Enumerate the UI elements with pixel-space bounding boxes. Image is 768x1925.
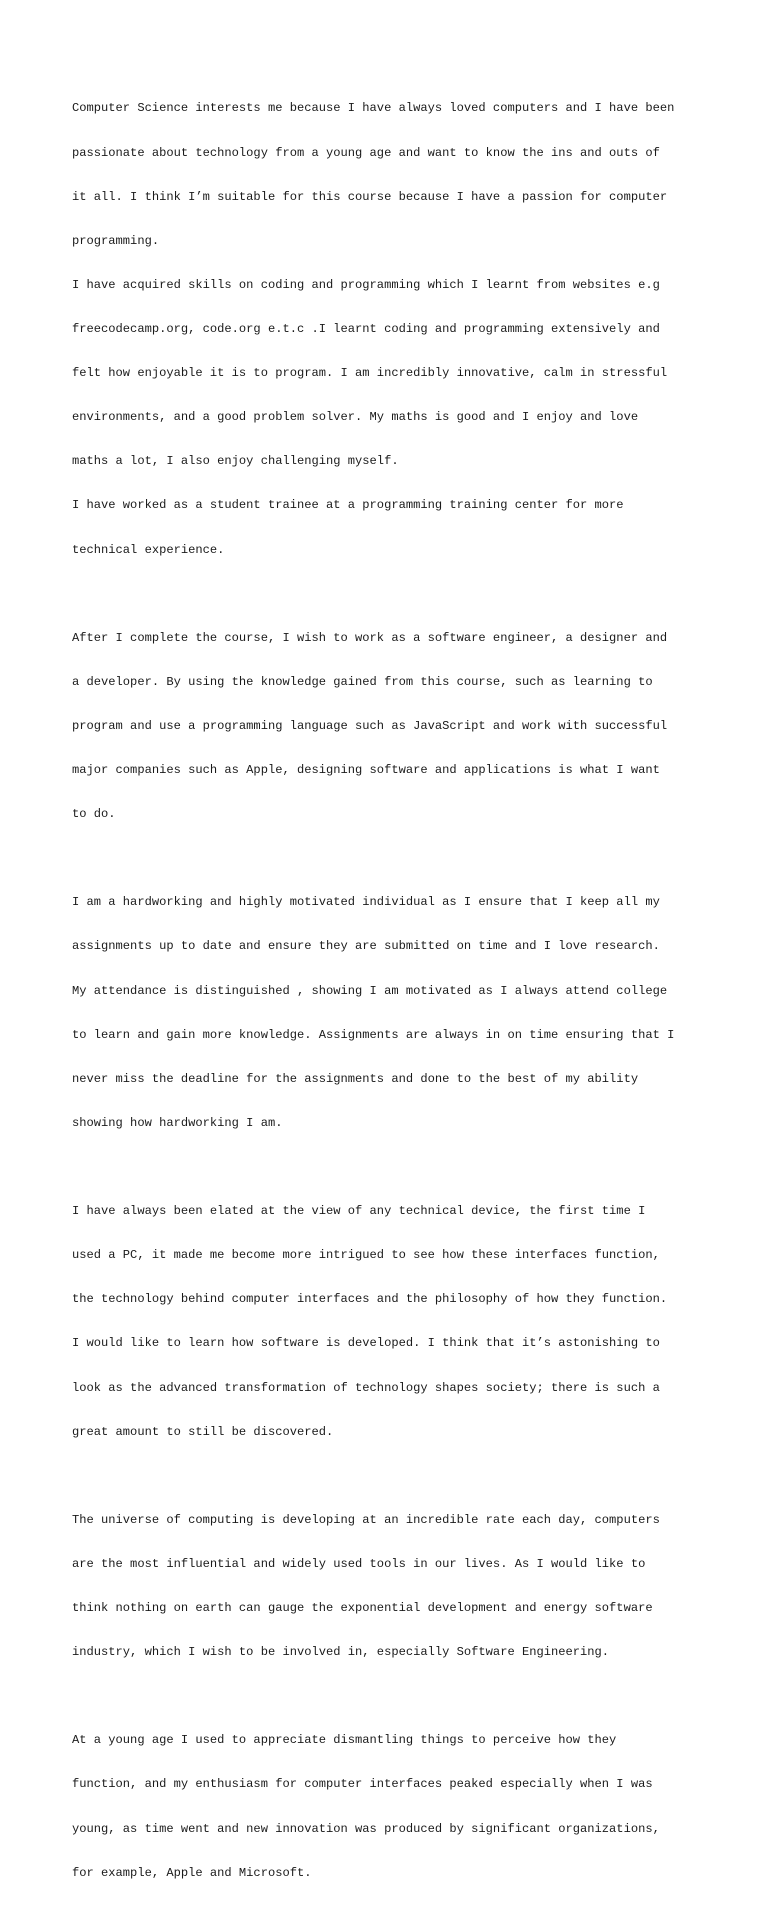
text-line: showing how hardworking I am.: [72, 1115, 283, 1130]
text-line: At a young age I used to appreciate dismantling things to perceive how they: [72, 1733, 617, 1748]
text-line: I have acquired skills on coding and programming which I learnt from websites e.g: [72, 277, 660, 292]
paragraph-3: [72, 866, 712, 1160]
text-line: Computer Science interests me because I have always loved computers and I have been: [72, 101, 675, 116]
text-line: to learn and gain more knowledge. Assignments are always in on time ensuring that I: [72, 1027, 675, 1042]
text-line: assignments up to date and ensure they are submitted on time and I love research.: [72, 939, 660, 954]
text-line: a developer. By using the knowledge gained from this course, such as learning to: [72, 674, 653, 689]
text-line: great amount to still be discovered.: [72, 1424, 334, 1439]
text-line: freecodecamp.org, code.org e.t.c .I learnt coding and programming extensively and: [72, 321, 660, 336]
paragraph-2: [72, 601, 712, 851]
document-body: [72, 72, 712, 1925]
text-line: My attendance is distinguished , showing I am motivated as I always attend college: [72, 983, 668, 998]
text-line: to do.: [72, 807, 116, 822]
text-line: used a PC, it made me become more intrigued to see how these interfaces function,: [72, 1248, 660, 1263]
text-line: I would like to learn how software is developed. I think that it’s astonishing to: [72, 1336, 660, 1351]
paragraph-6: [72, 1704, 712, 1910]
text-line: think nothing on earth can gauge the exponential development and energy software: [72, 1601, 653, 1616]
text-line: technical experience.: [72, 542, 225, 557]
text-line: I have worked as a student trainee at a programming training center for more: [72, 498, 624, 513]
text-line: felt how enjoyable it is to program. I am incredibly innovative, calm in stressful: [72, 366, 668, 381]
text-line: it all. I think I’m suitable for this course because I have a passion for computer: [72, 189, 668, 204]
text-line: the technology behind computer interfaces and the philosophy of how they function.: [72, 1292, 668, 1307]
paragraph-5: [72, 1483, 712, 1689]
text-line: function, and my enthusiasm for computer interfaces peaked especially when I was: [72, 1777, 653, 1792]
text-line: industry, which I wish to be involved in, especially Software Engineering.: [72, 1645, 610, 1660]
text-line: young, as time went and new innovation was produced by significant organizations,: [72, 1821, 660, 1836]
text-line: for example, Apple and Microsoft.: [72, 1865, 312, 1880]
text-line: programming.: [72, 233, 160, 248]
text-line: major companies such as Apple, designing software and applications is what I want: [72, 763, 660, 778]
text-line: I have always been elated at the view of any technical device, the first time I: [72, 1204, 646, 1219]
text-line: program and use a programming language such as JavaScript and work with successful: [72, 718, 668, 733]
paragraph-4: [72, 1175, 712, 1469]
paragraph-1: [72, 72, 712, 587]
text-line: maths a lot, I also enjoy challenging myself.: [72, 454, 399, 469]
text-line: never miss the deadline for the assignments and done to the best of my ability: [72, 1071, 639, 1086]
text-line: After I complete the course, I wish to work as a software engineer, a designer and: [72, 630, 668, 645]
text-line: passionate about technology from a young age and want to know the ins and outs of: [72, 145, 660, 160]
text-line: are the most influential and widely used tools in our lives. As I would like to: [72, 1556, 646, 1571]
text-line: The universe of computing is developing at an incredible rate each day, computers: [72, 1512, 660, 1527]
text-line: environments, and a good problem solver. My maths is good and I enjoy and love: [72, 410, 639, 425]
text-line: look as the advanced transformation of technology shapes society; there is such a: [72, 1380, 660, 1395]
text-line: I am a hardworking and highly motivated individual as I ensure that I keep all my: [72, 895, 660, 910]
